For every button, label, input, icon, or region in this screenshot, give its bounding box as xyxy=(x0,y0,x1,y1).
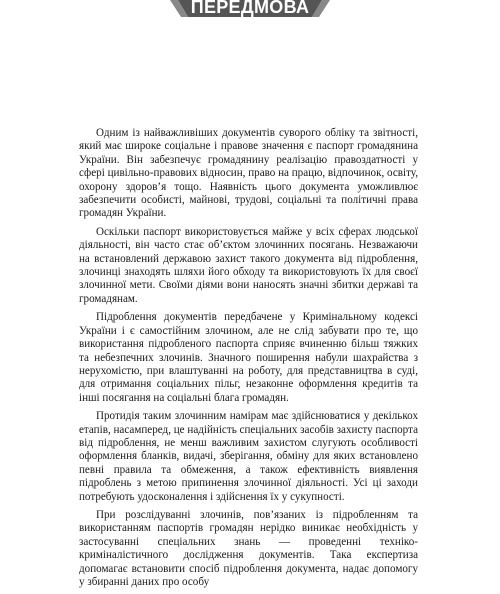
paragraph-5: При розслідуванні злочинів, пов’язаних із підробленням та використанням паспортів громадян нерідко виникає необхідність у застосуванні спеціальних знань — проведенні техніко-криміналістичного дослідження документів. Така експертиза допомагає встановити спосіб підроблення документа, надає допомогу у збиранні даних про особу xyxy=(79,508,418,588)
page-title: ПЕРЕДМОВА xyxy=(190,0,310,17)
paragraph-2: Оскільки паспорт використовується майже у всіх сферах людської діяльності, він часто стає об’єктом злочинних посягань. Незважаючи на встановлений державою захист такого документа від підроблення, злочинці знаходять шляхи його обходу та використовують їх для своєї злочинної мети. Своїми діями вони наносять значні збитки державі та громадянам. xyxy=(79,225,418,305)
paragraph-4: Протидія таким злочинним намірам має здійснюватися у декількох етапів, насамперед, це надійність спеціальних засобів захисту паспорта від підроблення, не менш важливим захистом слугують особливості оформлення бланків, видачі, зберігання, обміну для яких встановлено певні правила та обмеження, а також ефективність виявлення підроблень з метою припинення злочинної діяльності. Усі ці заходи потребують удосконалення і здійснення їх у сукупності. xyxy=(79,410,418,503)
body-text xyxy=(79,127,418,594)
header-banner xyxy=(0,0,500,22)
paragraph-1: Одним із найважливіших документів суворого обліку та звітності, який має широке соціальне і правове значення є паспорт громадянина України. Він забезпечує громадянину реалізацію правоздатності у сфері цивільно-правових відносин, право на працю, відпочинок, освіту, охорону здоров’я тощо. Наявність цього документа уможливлює забезпечити особисті, майнові, трудові, соціальні та політичні права громадян України. xyxy=(79,127,419,220)
paragraph-3: Підроблення документів передбачене у Кримінальному кодексі України і є самостійним злочином, але не слід забувати про те, що використання підробленого паспорта сприяє вчиненню більш тяжких та небезпечних злочинів. Значного поширення набули шахрайства з нерухомістю, при влаштуванні на роботу, для представництва в суді, для отримання соціальних пільг, незаконне оформлення кредитів та інші посягання на соціальні блага громадян. xyxy=(79,311,418,404)
